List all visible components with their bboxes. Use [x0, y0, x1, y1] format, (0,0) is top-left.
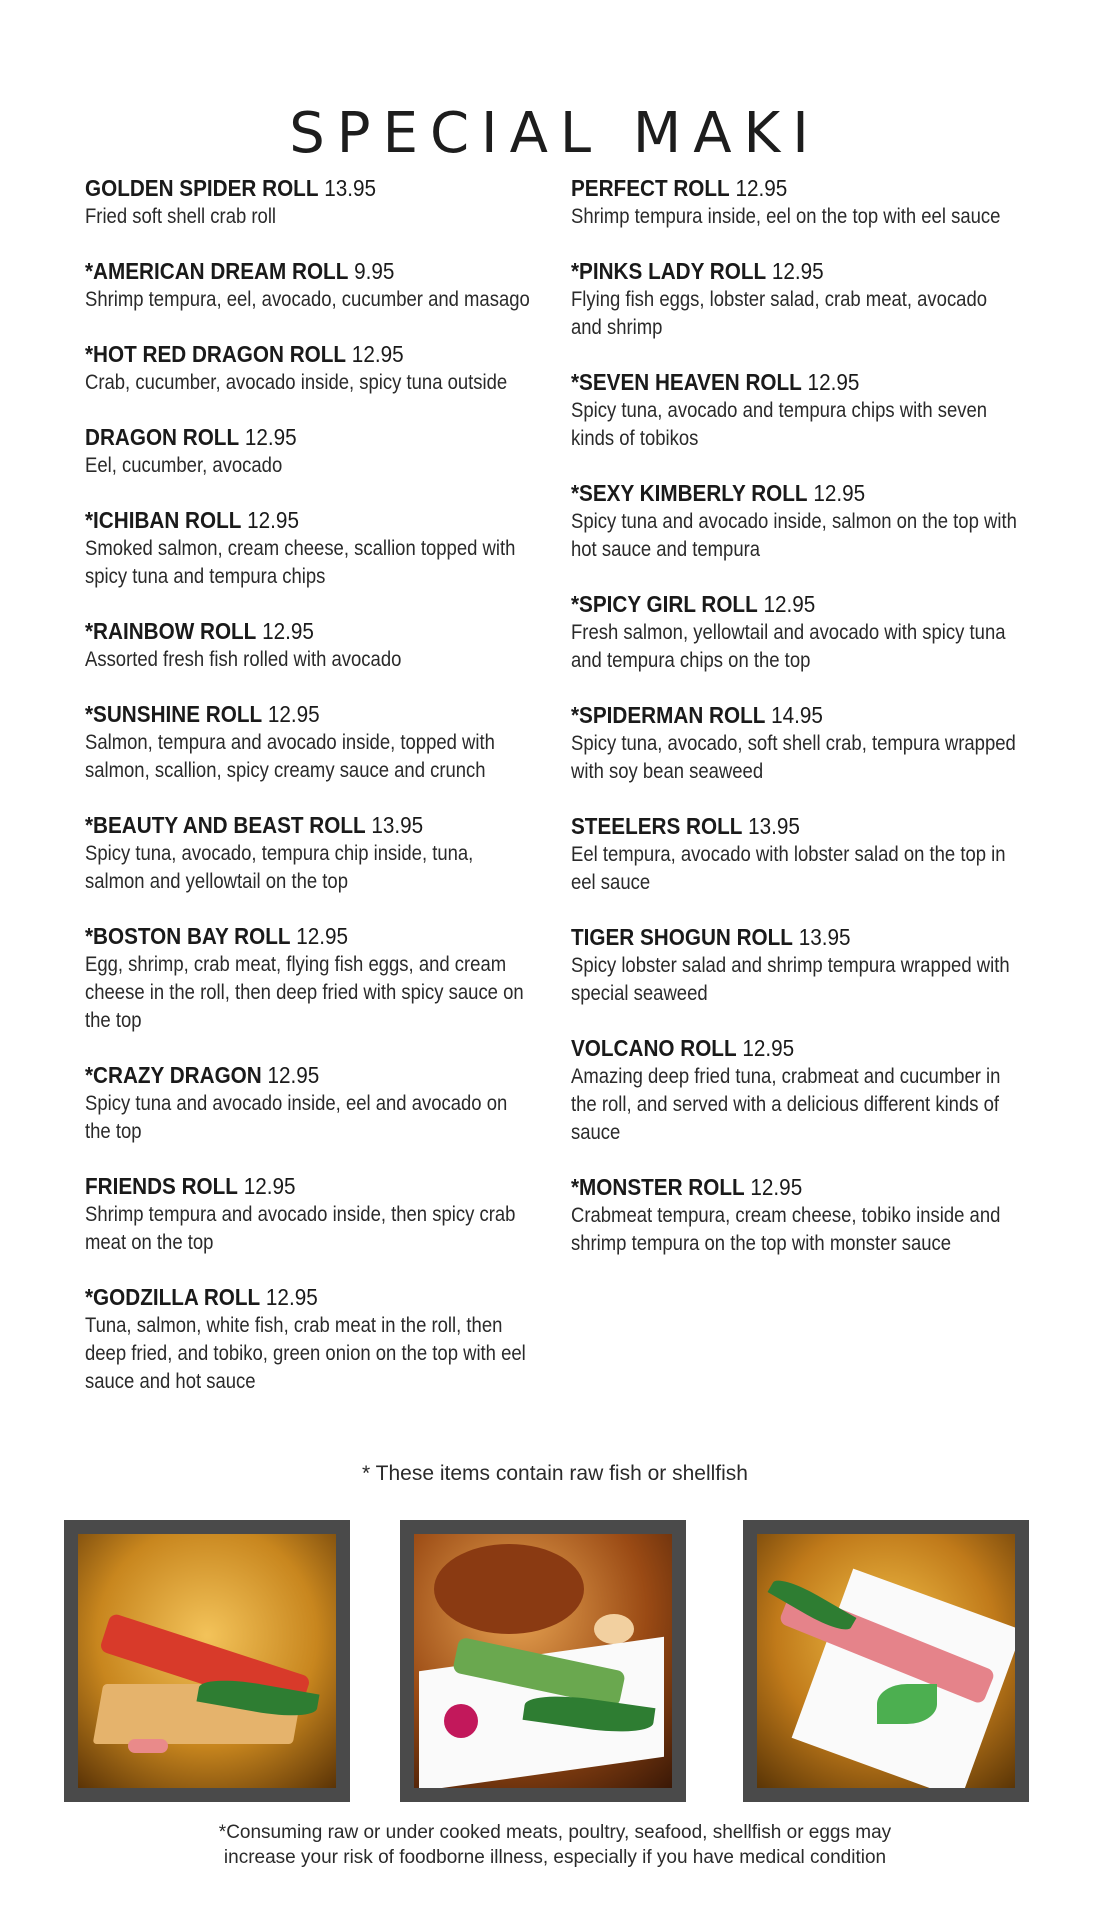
menu-item [571, 256, 1041, 342]
item-name: *BOSTON BAY ROLL [85, 923, 291, 949]
item-price: 13.95 [371, 812, 424, 838]
item-name: *HOT RED DRAGON ROLL [85, 341, 347, 367]
item-description: Spicy tuna, avocado, soft shell crab, tempura wrapped with soy bean seaweed [571, 732, 1016, 783]
item-description: Amazing deep fried tuna, crabmeat and cucumber in the roll, and served with a delicious different kinds of sauce [571, 1065, 1001, 1144]
item-price: 13.95 [324, 175, 377, 201]
item-description: Spicy tuna, avocado, tempura chip inside, tuna, salmon and yellowtail on the top [85, 842, 474, 893]
item-price: 13.95 [748, 813, 800, 839]
item-description: Assorted fresh fish rolled with avocado [85, 648, 402, 671]
item-description: Smoked salmon, cream cheese, scallion topped with spicy tuna and tempura chips [85, 537, 516, 588]
disclaimer-line: increase your risk of foodborne illness, especially if you have medical condition [223, 1847, 887, 1868]
item-description: Shrimp tempura and avocado inside, then spicy crab meat on the top [85, 1203, 516, 1254]
item-name: DRAGON ROLL [85, 424, 240, 450]
menu-item [85, 256, 555, 314]
item-name: *BEAUTY AND BEAST ROLL [85, 812, 366, 838]
item-description: Eel, cucumber, avocado [85, 454, 283, 477]
menu-item [571, 811, 1041, 897]
menu-item [85, 699, 555, 785]
item-name: *SEXY KIMBERLY ROLL [571, 480, 808, 506]
menu-item [85, 505, 555, 591]
item-price: 12.95 [813, 480, 866, 506]
menu-item [571, 700, 1041, 786]
item-name: *RAINBOW ROLL [85, 618, 257, 644]
item-price: 12.95 [742, 1035, 795, 1061]
item-name: VOLCANO ROLL [571, 1035, 737, 1061]
item-description: Spicy tuna, avocado and tempura chips with seven kinds of tobikos [571, 399, 988, 450]
menu-item [85, 422, 555, 480]
item-price: 12.95 [244, 424, 297, 450]
item-price: 12.95 [763, 591, 816, 617]
menu-item [571, 478, 1041, 564]
item-price: 9.95 [354, 258, 395, 284]
item-description: Shrimp tempura inside, eel on the top with eel sauce [571, 205, 1001, 228]
item-name: STEELERS ROLL [571, 813, 743, 839]
menu-item [571, 922, 1041, 1008]
menu-item [85, 810, 555, 896]
menu-item [85, 1171, 555, 1257]
item-price: 14.95 [771, 702, 823, 728]
page-title: SPECIAL MAKI [289, 100, 821, 166]
item-name: *AMERICAN DREAM ROLL [85, 258, 349, 284]
item-name: TIGER SHOGUN ROLL [571, 924, 793, 950]
item-price: 12.95 [296, 923, 349, 949]
item-description: Salmon, tempura and avocado inside, topped with salmon, scallion, spicy creamy sauce and crunch [85, 731, 495, 782]
menu-item [571, 173, 1041, 231]
menu-item [571, 1033, 1041, 1147]
raw-fish-note: * These items contain raw fish or shellfish [362, 1462, 748, 1485]
item-description: Spicy tuna and avocado inside, salmon on the top with hot sauce and tempura [571, 510, 1017, 561]
item-name: *MONSTER ROLL [571, 1174, 745, 1200]
item-description: Fresh salmon, yellowtail and avocado with spicy tuna and tempura chips on the top [571, 621, 1006, 672]
item-price: 12.95 [247, 507, 299, 533]
sushi-photo-2 [400, 1520, 686, 1802]
item-price: 12.95 [735, 175, 788, 201]
item-price: 12.95 [771, 258, 824, 284]
item-name: *SUNSHINE ROLL [85, 701, 263, 727]
item-price: 12.95 [267, 701, 320, 727]
item-name: *SEVEN HEAVEN ROLL [571, 369, 802, 395]
item-description: Egg, shrimp, crab meat, flying fish eggs, and cream cheese in the roll, then deep fried with spicy sauce on the top [85, 953, 524, 1032]
item-name: *SPIDERMAN ROLL [571, 702, 766, 728]
menu-item [85, 1282, 555, 1396]
item-description: Spicy tuna and avocado inside, eel and avocado on the top [85, 1092, 508, 1143]
item-price: 12.95 [750, 1174, 803, 1200]
health-disclaimer [0, 1820, 1110, 1870]
sushi-photo-1 [64, 1520, 350, 1802]
item-description: Spicy lobster salad and shrimp tempura wrapped with special seaweed [571, 954, 1010, 1005]
item-name: FRIENDS ROLL [85, 1173, 238, 1199]
menu-column-right [571, 173, 1041, 1283]
item-name: PERFECT ROLL [571, 175, 730, 201]
item-price: 12.95 [351, 341, 404, 367]
item-name: GOLDEN SPIDER ROLL [85, 175, 319, 201]
menu-item [85, 173, 555, 231]
item-name: *PINKS LADY ROLL [571, 258, 767, 284]
menu-item [85, 1060, 555, 1146]
item-price: 12.95 [807, 369, 860, 395]
item-description: Flying fish eggs, lobster salad, crab meat, avocado and shrimp [571, 288, 988, 339]
menu-item [571, 367, 1041, 453]
item-description: Crab, cucumber, avocado inside, spicy tuna outside [85, 371, 508, 394]
menu-item [85, 921, 555, 1035]
menu-item [85, 616, 555, 674]
item-description: Crabmeat tempura, cream cheese, tobiko inside and shrimp tempura on the top with monster sauce [571, 1204, 1001, 1255]
item-name: *SPICY GIRL ROLL [571, 591, 758, 617]
item-price: 12.95 [265, 1284, 318, 1310]
item-price: 12.95 [262, 618, 314, 644]
item-name: *ICHIBAN ROLL [85, 507, 242, 533]
item-price: 12.95 [267, 1062, 320, 1088]
menu-item [571, 589, 1041, 675]
disclaimer-line: *Consuming raw or under cooked meats, poultry, seafood, shellfish or eggs may [218, 1822, 892, 1843]
item-description: Tuna, salmon, white fish, crab meat in the roll, then deep fried, and tobiko, green onion on the top with eel sauce and hot sauce [85, 1314, 526, 1393]
menu-item [571, 1172, 1041, 1258]
menu-column-left [85, 173, 555, 1421]
item-description: Fried soft shell crab roll [85, 205, 277, 228]
item-price: 12.95 [243, 1173, 296, 1199]
item-name: *GODZILLA ROLL [85, 1284, 261, 1310]
sushi-photo-3 [743, 1520, 1029, 1802]
menu-item [85, 339, 555, 397]
item-price: 13.95 [798, 924, 851, 950]
item-description: Eel tempura, avocado with lobster salad on the top in eel sauce [571, 843, 1006, 894]
item-description: Shrimp tempura, eel, avocado, cucumber and masago [85, 288, 530, 311]
item-name: *CRAZY DRAGON [85, 1062, 262, 1088]
